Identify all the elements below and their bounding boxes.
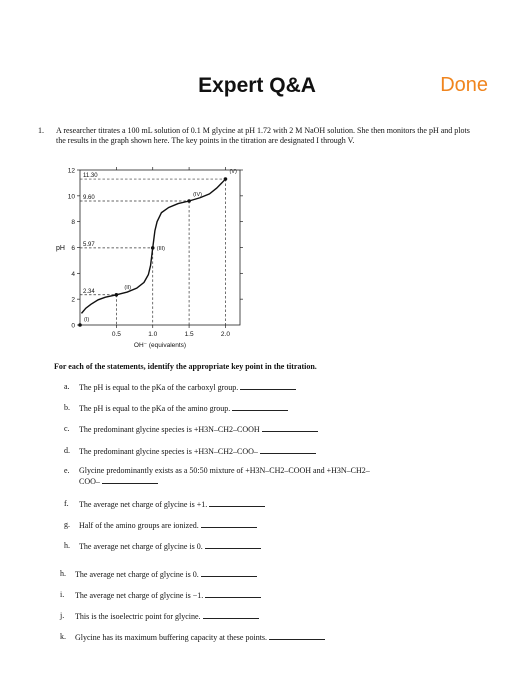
- page-title: Expert Q&A: [198, 74, 316, 97]
- x-axis-label: OH⁻ (equivalents): [133, 342, 187, 349]
- done-button[interactable]: Done: [440, 74, 488, 96]
- statement-body: [75, 590, 385, 601]
- answer-blank[interactable]: [203, 611, 259, 619]
- statement-body: [75, 569, 385, 580]
- statement-letter: e.: [64, 466, 70, 475]
- answer-blank[interactable]: [201, 569, 257, 577]
- statement-letter: j.: [60, 611, 65, 620]
- statement-text: The average net charge of glycine is 0.: [79, 542, 203, 551]
- statement-letter: d.: [64, 446, 70, 455]
- statement-text: Half of the amino groups are ionized.: [79, 521, 199, 530]
- y-tick-label: 2: [71, 296, 75, 304]
- question-number: 1.: [38, 126, 44, 135]
- statement-letter: i.: [60, 590, 65, 599]
- statement-text: Glycine has its maximum buffering capacity at these points.: [75, 633, 268, 642]
- statement-body: [75, 611, 385, 622]
- statement-text: This is the isoelectric point for glycine.: [75, 612, 201, 621]
- statement-body: [79, 382, 389, 393]
- statement-body: [79, 446, 389, 457]
- y-axis-label: pH: [56, 245, 65, 252]
- answer-blank[interactable]: [205, 541, 261, 549]
- statement-body: [79, 541, 389, 552]
- statement-letter: k.: [60, 632, 66, 641]
- value-annotation: 9.60: [83, 195, 95, 201]
- statement-body: [79, 520, 389, 531]
- statement-text: The pH is equal to the pKa of the amino group.: [79, 404, 231, 413]
- statement-text: The predominant glycine species is +H3N–CH2–COO–: [79, 447, 258, 456]
- statement-text: The predominant glycine species is +H3N–CH2–COOH: [79, 425, 260, 434]
- statement-letter: c.: [64, 424, 70, 433]
- statement-text: The average net charge of glycine is +1.: [79, 500, 208, 509]
- statement-text: The pH is equal to the pKa of the carboxyl group.: [79, 383, 239, 392]
- top-bar: [0, 0, 514, 110]
- statement-text: The average net charge of glycine is 0.: [75, 570, 199, 579]
- statement-text: Glycine predominantly exists as a 50:50 mixture of +H3N–CH2–COOH and +H3N–CH2–COO–: [79, 466, 370, 486]
- value-annotation: 2.34: [83, 288, 95, 295]
- statement-body: [79, 499, 389, 510]
- statement-letter: a.: [64, 382, 70, 391]
- key-point-marker: [151, 246, 155, 250]
- answer-blank[interactable]: [209, 499, 265, 507]
- y-tick-label: 0: [71, 322, 75, 330]
- statement-body: [75, 632, 385, 643]
- x-tick-label: 1.5: [184, 331, 194, 338]
- y-tick-label: 10: [67, 193, 75, 201]
- value-annotation: 11.30: [83, 173, 98, 180]
- key-point-label: (IV): [193, 192, 202, 198]
- answer-blank[interactable]: [201, 520, 257, 528]
- titration-curve: [81, 179, 225, 313]
- statement-letter: b.: [64, 403, 70, 412]
- titration-chart: [50, 160, 250, 355]
- answer-blank[interactable]: [102, 476, 158, 484]
- value-annotation: 5.97: [83, 241, 95, 248]
- key-point-label: (I): [84, 317, 90, 323]
- x-tick-label: 1.0: [148, 331, 158, 338]
- key-point-marker: [224, 177, 228, 181]
- answer-blank[interactable]: [269, 632, 325, 640]
- key-point-label: (V): [229, 169, 237, 176]
- statement-text: The average net charge of glycine is −1.: [75, 591, 204, 600]
- answer-blank[interactable]: [260, 446, 316, 454]
- answer-blank[interactable]: [240, 382, 296, 390]
- statement-letter: g.: [64, 520, 70, 529]
- statement-letter: h.: [60, 569, 66, 578]
- question-text: A researcher titrates a 100 mL solution of 0.1 M glycine at pH 1.72 with 2 M NaOH solution. She then monitors the pH and plots the results in the graph shown here. The key points in the titration are designated I through V.: [56, 126, 470, 145]
- y-tick-label: 8: [71, 219, 75, 227]
- answer-blank[interactable]: [232, 403, 288, 411]
- instructions: For each of the statements, identify the appropriate key point in the titration.: [54, 362, 317, 371]
- key-point-marker: [115, 293, 119, 297]
- key-point-marker: [187, 199, 191, 203]
- statement-letter: h.: [64, 541, 70, 550]
- statement-body: [79, 403, 389, 414]
- statement-body: [79, 466, 389, 487]
- y-tick-label: 4: [71, 270, 75, 278]
- y-tick-label: 12: [67, 167, 75, 175]
- answer-blank[interactable]: [205, 590, 261, 598]
- titration-chart-svg: [50, 160, 250, 350]
- statement-body: [79, 424, 389, 435]
- answer-blank[interactable]: [262, 424, 318, 432]
- y-tick-label: 6: [71, 245, 75, 252]
- x-tick-label: 0.5: [111, 331, 121, 338]
- statement-letter: f.: [64, 499, 69, 508]
- key-point-marker: [78, 323, 82, 327]
- key-point-label: (III): [156, 245, 165, 252]
- x-tick-label: 2.0: [220, 331, 230, 338]
- key-point-label: (II): [124, 284, 132, 291]
